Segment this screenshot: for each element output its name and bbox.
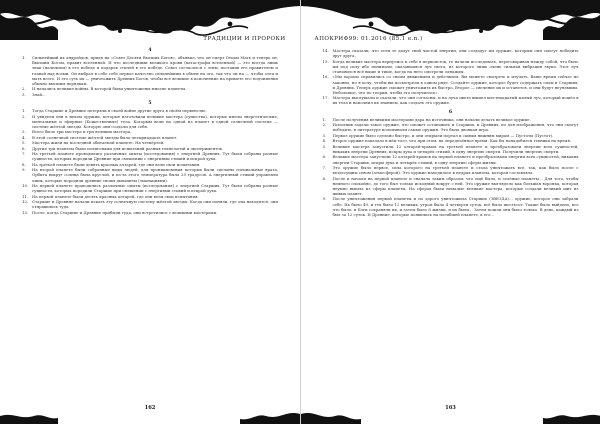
left-text-block: [22, 48, 278, 388]
list-item: 5. Великие мастера запустили 12 алтарей-храмов на третьей планете и преобразовали энергии всех сущностей, никаких энергии Древних, искры духа и четырёх стихий, в одну энергию смерти. Получили энергию смерти.: [322, 143, 579, 154]
list-item: 2. И увидели они в неком оружии, которые изготовили великие мастера (существа), которые имели энергетические, ментальные и эфирные (Божественные) тела. Которым вели на одной из планет в одной солнечной системе — системе жёлтой звезды. Которую они создали для себя.: [22, 113, 278, 129]
list-item: 17. Мастера выслушали и сказали, что они согласны, и на луча цвета вышел шестнадцатый малый луч, который вошёл в их тела и наполнил их знанием, как создать это оружие.: [322, 95, 579, 106]
right-page: [300, 0, 600, 424]
page-number-left: 162: [144, 405, 156, 411]
right-text-block: [323, 48, 579, 388]
list-item: 2. Исполнив задачи такое оружие, что сможет остановить и Старших, и Древних, но для изображения, что они смогут победить, в литературе вспоминали самые оружия. Это была двоякая игра.: [322, 122, 579, 133]
running-head-right: АПОКРИФ99: 01.2016 (85.1 e.n.): [314, 36, 423, 42]
section-number: 4: [148, 48, 152, 53]
list-item: 3. Всего было три мастера и три великих мастера.: [22, 129, 132, 135]
bottom-ornament-left: [0, 410, 300, 424]
list-item: 6. Другие три планеты были полигонами для испытаний разных технологий и экспериментов.: [22, 145, 224, 151]
list-item: 9. После уничтожения первой планеты и по дороге уничтожила Старшие (ЗВЕЗДА)… оружие, которое они забрали себе. Их было 49, и тех было 12 великих, утром было 4 четверти суток, всё было шестьсот. Также было выйдено, все что было, и Боги сохраняли их, и затем было 8 жизни, и их были... Затем пошли они было только. В день, каждый из был за 12 суток. И Древние, которые появились на погибшей планете, в его...: [322, 196, 579, 217]
section-number: 5: [148, 101, 152, 106]
section-number: 6: [448, 109, 453, 115]
list-item: 8. На третьей планете были девять красных алтарей, где они вели свои испытания.: [22, 161, 201, 167]
list-item: 1. Сильнейший их андройдов, придя на «Совет Десяти Высших Богов», объявил, что он смерт Отцам Мать и теперь он, Высшим Богом, правит вселенной. И что последними великого крови (катастрофы вселенной) — это всегда лишь знак (наличием) в его победе и подарок стилей в его победе. Совет согласился с этим, поставив его правителем и главой над всеми. Он выбрал в себе себе первое качество сильнейшим в обмен на это, так что он на — чтобы отец и мать всего. И это суть их — уничтожить Древних Богов, чтобы все великие в исполнение на примете его подчинения обычно высшим порядкам.: [22, 55, 278, 86]
list-item: 1. Тогда Старшие и Древние потеряли в своей войне другие друга в своём первенстве.: [22, 108, 207, 114]
list-item: 14. Мастера сказали, что если те дадут свой чистой энергии, они создадут им оружие, которым они смогут победить друг друга.: [322, 48, 579, 59]
list-item: 2. И начались великие войны. В которой были уничтожены многие планеты.: [22, 86, 187, 92]
list-item: 3. Знай...: [22, 91, 46, 97]
list-item: 16. «Мы хорошо справились со своим движением и действием. Вы можете смотреть и изучать. Ваше время сейчас не законно, но я хочу, чтобы вы посмотрели в одном ряде. Создайте оружие, которое будет содержать силы и Старших, и Древних. Теперь оружие сможет уничтожить их быстро. Второе — свечение их и останется, и они будут неуязвимы. Небольшое, что по теории, чтобы это получилось».: [322, 74, 579, 95]
list-item: 8. После и начали на первой планете и сначала таким образом, что ещё было, и зелёные планеты... Для того, чтобы немного спокойно, до того был только исходный вокруг с ней. Это оружие выглядело как большая воронка, которая неумно вышла из сферы планеты. На сферах были немалые великие мастера, которые создали великий щит из живых планет.: [322, 175, 579, 197]
top-ornament-right: [301, 0, 600, 40]
list-item: 6. Великие мастера запустили 12 алтарей-храмов на первой планете и преобразовали энергии всех сущностей, никаких энергии Старших, искры духа и четырёх стихий, в одну энергию сферы жизни.: [322, 154, 579, 165]
list-item: 15. Когда великие мастера вернулись к себе в первоисток, те начали исследовать, переговаривая между собой, что было им под силу ибо понимали, оказавшаяся луч света, из которого лишь очень сильная вибрация звука. Этот луч становился всё выше и тише, когда на него смотрели однажды.: [322, 58, 579, 74]
list-item: 7. На третьей планете проводились различные опыты (исследования) с энергией Древних. Тут были собраны разные сущности, которых породили Древние при смешении с энергиями стихий и искрой духа.: [22, 151, 278, 162]
list-item: 5. Мастера жили на последней обитаемой планете. На четвёртой.: [22, 140, 165, 146]
list-item: 4. Второе оружие показало в нём того, что при этом, на определённое время. Как бы понадобился техника на время.: [322, 138, 572, 144]
list-item: 1. После получения великими мастерами дара на источника, они начали делать великое оружие.: [322, 116, 531, 122]
list-item: 12. Старшие и Древние начали искать эту солнечную систему жёлтой звезды. Когда они поняли, где она находится, они отправились туда.: [22, 199, 278, 210]
running-head-left: ТРАДИЦИИ И ПРОРОКИ: [203, 36, 286, 42]
bottom-ornament-right: [301, 410, 600, 424]
list-item: 4. В этой солнечной системе жёлтой звезды было четырнадцать планет.: [22, 134, 178, 140]
list-item: 9. На второй планете были собранные виды людей, для проникновения которых были сделаны специальные врата. Орбита вокруг солнца была круглой, и из-за этого температура была 25 градусов. А энергичный стихий управляли лишь, которые породили древние своим дыханием (эманациями).: [22, 167, 278, 183]
list-item: 11. На первой планете были десять красных алтарей, где они вели свои испытания.: [22, 193, 199, 199]
list-item: 13. После, когда Старшие и Древние прибыли туда, они встретились с великими мастерами.: [22, 209, 218, 215]
list-item: 7. Это оружие было первое, сила которого на третьей планете и стала уничтожать всё, так, как было после с вездесущим севом (атмосферой). Это оружие находилось в недрах планеты, которая составляла.: [322, 164, 579, 176]
list-item: 3. Первое оружие было сделано быстро, и они открыли портал к самым нижним мирам — Пустоты (Пустот).: [322, 132, 554, 138]
top-ornament-left: [0, 0, 300, 40]
list-item: 10. На первой планете проводились различные опыты (исследования) с энергией Старших. Тут были собраны разные сущности, которых породили Старшие при смешении с энергиями стихий и искрой духа.: [22, 183, 278, 194]
page-number-right: 163: [445, 405, 456, 411]
